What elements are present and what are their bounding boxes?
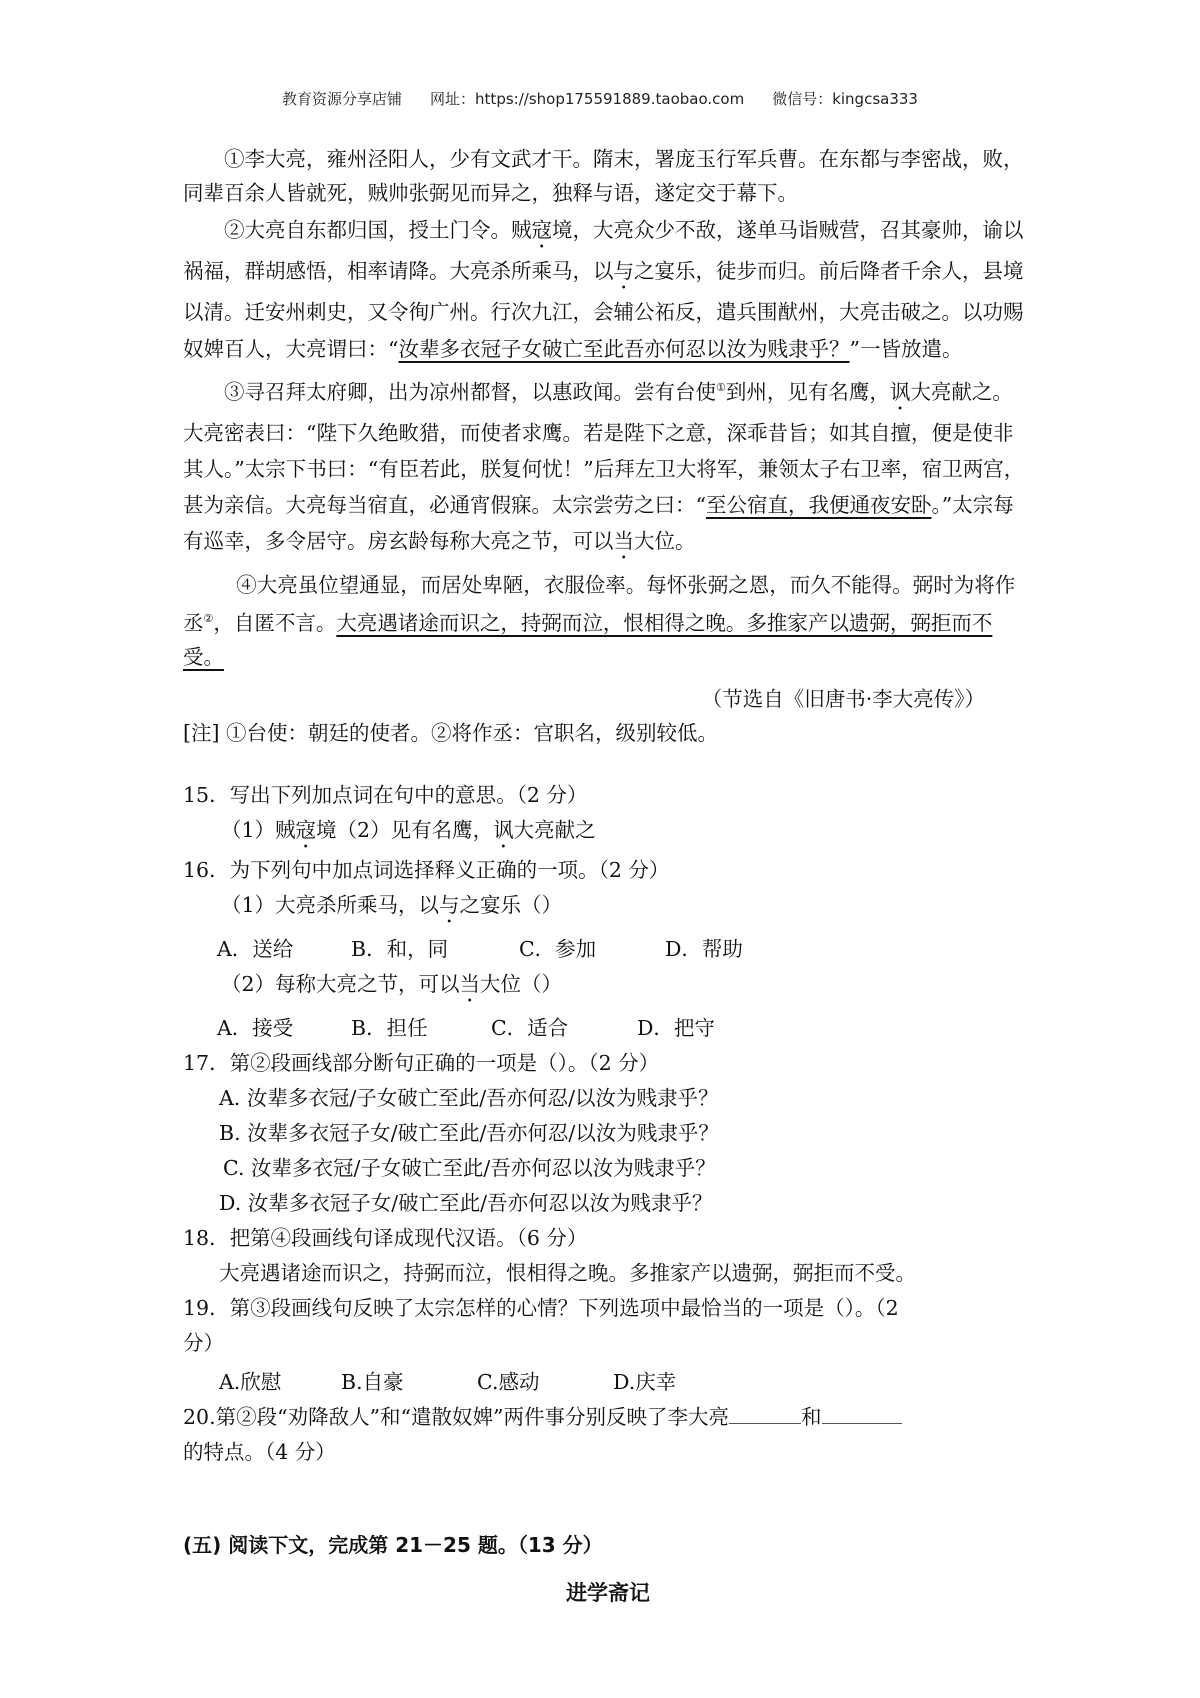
option: B．和，同 xyxy=(351,936,449,961)
text: ④大亮虽位望通显，而居处卑陋，衣服俭率。每怀张弼之恩，而久不能得。弼时为将作丞 xyxy=(183,572,1016,635)
passage-paragraph-3 xyxy=(183,370,1033,564)
question-16-item-1 xyxy=(183,888,1033,928)
text: 大亮献之 xyxy=(513,817,596,842)
question-16-item-2 xyxy=(183,967,1033,1007)
question-20 xyxy=(183,1400,1033,1435)
dotted-word: 当 xyxy=(459,971,481,996)
question-16: 16．为下列句中加点词选择释义正确的一项。（2 分） xyxy=(183,857,670,882)
dotted-word: 讽 xyxy=(889,379,911,404)
footnote-mark: ① xyxy=(716,381,726,394)
option: C.感动 xyxy=(477,1369,540,1394)
text: 境，大亮众少不敌，遂单马诣贼营，召其豪帅，谕以祸福，群胡感悟，相率请降。大亮杀所乘马，以 xyxy=(183,218,1024,283)
passage-source: （节选自《旧唐书·李大亮传》） xyxy=(701,686,985,711)
option: D.庆幸 xyxy=(613,1369,677,1394)
option: D．把守 xyxy=(637,1015,715,1040)
question-17-option-b: B. 汝辈多衣冠子女/破亡至此/吾亦何忍/以汝为贱隶乎？ xyxy=(219,1120,719,1145)
dotted-word: 寇 xyxy=(531,218,552,242)
text: 境（2）见有名鹰， xyxy=(316,817,494,842)
question-17: 17．第②段画线部分断句正确的一项是（）。（2 分） xyxy=(183,1050,660,1075)
passage-paragraph-4 xyxy=(183,568,1033,674)
text: 之宴乐（） xyxy=(459,892,563,917)
document-body xyxy=(183,142,1033,1610)
question-20-continued: 的特点。（4 分） xyxy=(183,1439,336,1464)
text: ”一皆放遣。 xyxy=(849,337,963,361)
header-wechat: 微信号：kingcsa333 xyxy=(772,90,918,108)
footnote-mark: ② xyxy=(203,611,214,625)
question-17-option-d: D. 汝辈多衣冠子女/破亡至此/吾亦何忍以汝为贱隶乎？ xyxy=(219,1190,713,1215)
question-16-options-2 xyxy=(183,1011,1033,1046)
answer-blank[interactable] xyxy=(729,1403,801,1424)
text: ③寻召拜太府卿，出为凉州都督，以惠政闻。尝有台使 xyxy=(224,379,716,404)
passage-paragraph-2 xyxy=(183,212,1033,368)
question-list xyxy=(183,778,1033,1470)
text: 大位（） xyxy=(480,971,563,996)
passage-notes: [注] ①台使：朝廷的使者。②将作丞：官职名，级别较低。 xyxy=(183,720,719,745)
question-19: 19．第③段画线句反映了太宗怎样的心情？下列选项中最恰当的一项是（）。（2 xyxy=(183,1295,899,1320)
option: D．帮助 xyxy=(665,936,743,961)
section-5-heading: (五) 阅读下文，完成第 21－25 题。（13 分） xyxy=(183,1532,603,1557)
text: 和 xyxy=(801,1404,822,1429)
option: B.自豪 xyxy=(341,1369,404,1394)
option: A.欣慰 xyxy=(219,1369,282,1394)
underlined-sentence: 汝辈多衣冠子女破亡至此吾亦何忍以汝为贱隶乎？ xyxy=(398,337,850,361)
text: （1）大亮杀所乘马，以 xyxy=(221,892,440,917)
question-19-continued: 分） xyxy=(183,1330,224,1355)
question-18-sentence: 大亮遇诸途而识之，持弼而泣，恨相得之晚。多推家产以遗弼，弼拒而不受。 xyxy=(219,1260,916,1285)
dotted-word: 讽 xyxy=(493,817,514,842)
answer-blank[interactable] xyxy=(822,1403,902,1424)
question-15-items xyxy=(183,813,1033,853)
passage-paragraph-1: ①李大亮，雍州泾阳人，少有文武才干。隋末，署庞玉行军兵曹。在东都与李密战，败，同辈百余人皆就死，贼帅张弼见而异之，独释与语，遂定交于幕下。 xyxy=(183,147,1024,205)
option: A．送给 xyxy=(217,936,294,961)
question-18: 18．把第④段画线句译成现代汉语。（6 分） xyxy=(183,1225,588,1250)
text: 20.第②段“劝降敌人”和“遣散奴婢”两件事分别反映了李大亮 xyxy=(183,1404,730,1429)
dotted-word: 与 xyxy=(613,259,634,283)
text: 之宴乐，徒步而归。前后降者千余人，县境以清。迁安州刺史，又令徇广州。行次九江，会辅公祏反，遣兵围猷州，大亮击破之。以功赐奴婢百人，大亮谓曰：“ xyxy=(183,259,1024,361)
article-title: 进学斋记 xyxy=(566,1580,650,1605)
text: ②大亮自东都归国，授土门令。贼 xyxy=(224,218,532,242)
text: 大位。 xyxy=(634,528,696,553)
option: A．接受 xyxy=(217,1015,294,1040)
page-header xyxy=(0,88,1200,109)
option: C．参加 xyxy=(519,936,597,961)
text: （1）贼 xyxy=(221,817,296,842)
question-15: 15．写出下列加点词在句中的意思。（2 分） xyxy=(183,782,588,807)
text: ，自匿不言。 xyxy=(213,610,337,635)
question-17-option-a: A. 汝辈多衣冠/子女破亡至此/吾亦何忍/以汝为贱隶乎？ xyxy=(219,1085,719,1110)
text: 到州，见有名鹰， xyxy=(725,379,890,404)
header-url: 网址：https://shop175591889.taobao.com xyxy=(430,90,745,108)
option: B．担任 xyxy=(351,1015,428,1040)
header-shop: 教育资源分享店铺 xyxy=(282,90,403,108)
text: 大亮献之。大亮密表曰：“陛下久绝畋猎，而使者求鹰。若是陛下之意，深乖昔旨；如其自擅，便是使非其人。”太宗下书曰：“有臣若此，朕复何忧！”后拜左卫大将军，兼领太子右卫率，宿卫两宫，甚为亲信。大亮每当宿直，必通宵假寐。太宗尝劳之曰：“ xyxy=(183,379,1025,517)
underlined-sentence: 至公宿直，我便通夜安卧 xyxy=(705,492,932,517)
question-16-options-1 xyxy=(183,932,1033,967)
dotted-word: 当 xyxy=(613,528,634,553)
dotted-word: 寇 xyxy=(295,817,317,842)
text: 。”太宗每有巡幸，多令居守。房玄龄每称大亮之节，可以 xyxy=(183,492,1014,553)
question-19-options xyxy=(183,1365,1033,1400)
underlined-sentence: 大亮遇诸途而识之，持弼而泣，恨相得之晚。多推家产以遗弼，弼拒而不受。 xyxy=(183,610,993,669)
option: C．适合 xyxy=(491,1015,569,1040)
dotted-word: 与 xyxy=(439,892,460,917)
text: （2）每称大亮之节，可以 xyxy=(221,971,460,996)
question-17-option-c: C. 汝辈多衣冠/子女破亡至此/吾亦何忍以汝为贱隶乎？ xyxy=(223,1155,716,1180)
